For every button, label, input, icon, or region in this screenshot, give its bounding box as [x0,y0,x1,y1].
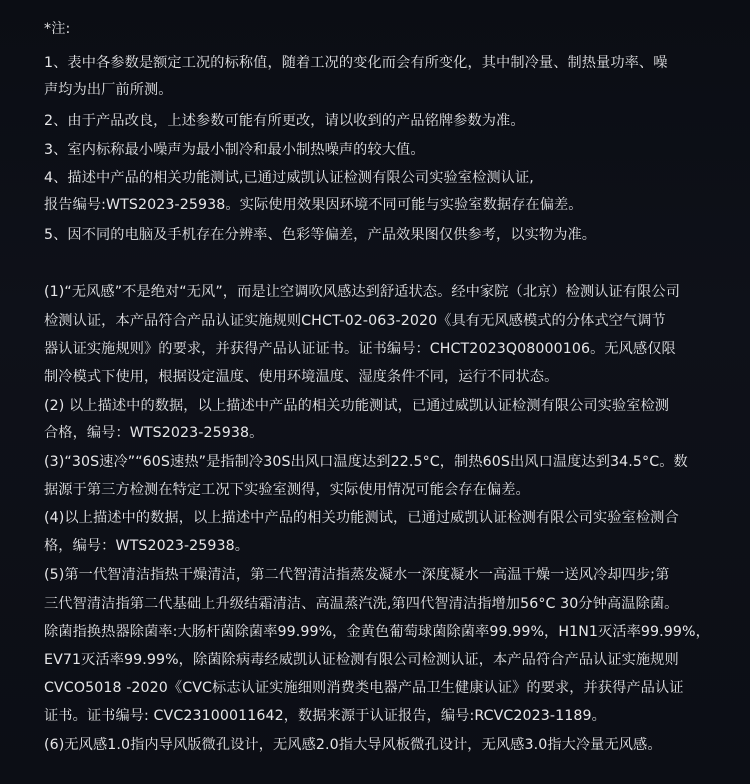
footnote-line: (1)“无风感”不是绝对“无风”，而是让空调吹风感达到舒适状态。经中家院（北京）检测认证有限公司 [44,284,680,300]
footnote-line: (5)第一代智清洁指热干燥清洁，第二代智清洁指蒸发凝水一深度凝水一高温干燥一送风冷却四步;第 [44,567,670,583]
note-line: 4、描述中产品的相关功能测试,已通过威凯认证检测有限公司实验室检测认证, [44,170,534,186]
footnote-line: CVCO5018 -2020《CVC标志认证实施细则消费类电器产品卫生健康认证》的要求，并获得产品认证 [44,680,684,696]
note-line: 3、室内标称最小噪声为最小制冷和最小制热噪声的较大值。 [44,142,425,158]
footnote-line: 除菌指换热器除菌率:大肠杆菌除菌率99.99%，金黄色葡萄球菌除菌率99.99%，H1N1灭活率99.99%， [44,624,710,640]
footnote-line: 制冷模式下使用，根据设定温度、使用环境温度、湿度条件不同，运行不同状态。 [44,369,559,385]
note-line: 5、因不同的电脑及手机存在分辨率、色彩等偏差，产品效果图仅供参考，以实物为准。 [44,227,597,243]
footnote-line: (6)无风感1.0指内导风版微孔设计，无风感2.0指大导风板微孔设计，无风感3.0指大冷量无风感。 [44,737,662,753]
note-line: 报告编号:WTS2023-25938。实际使用效果因环境不同可能与实验室数据存在偏差。 [44,197,583,213]
note-line: 1、表中各参数是额定工况的标称值，随着工况的变化而会有所变化，其中制冷量、制热量功率、噪 [44,55,668,71]
footnote-line: (3)“30S速冷”“60S速热”是指制冷30S出风口温度达到22.5°C，制热60S出风口温度达到34.5°C。数 [44,454,688,470]
footnote-line: (4)以上描述中的数据，以上描述中产品的相关功能测试，已通过威凯认证检测有限公司实验室检测合 [44,510,679,526]
note-line: 声均为出厂前所测。 [44,82,173,98]
footnote-line: 据源于第三方检测在特定工况下实验室测得，实际使用情况可能会存在偏差。 [44,482,530,498]
footnote-line: 检测认证，本产品符合产品认证实施规则CHCT-02-063-2020《具有无风感模式的分体式空气调节 [44,313,666,329]
note-line: 2、由于产品改良，上述参数可能有所更改，请以收到的产品铭牌参数为准。 [44,113,525,129]
footnote-line: 合格，编号：WTS2023-25938。 [44,425,264,441]
notes-title: *注: [44,21,71,37]
footnote-line: EV71灭活率99.99%，除菌除病毒经威凯认证检测有限公司检测认证，本产品符合产品认证实施规则 [44,652,679,668]
footnote-line: 器认证实施规则》的要求，并获得产品认证证书。证书编号：CHCT2023Q08000106。无风感仅限 [44,341,676,357]
footnote-line: 格，编号：WTS2023-25938。 [44,538,250,554]
footnote-line: (2) 以上描述中的数据，以上描述中产品的相关功能测试，已通过威凯认证检测有限公司实验室检测 [44,398,670,414]
footnote-line: 证书。证书编号: CVC23100011642，数据来源于认证报告，编号:RCVC2023-1189。 [44,708,606,724]
footnote-line: 三代智清洁指第二代基础上升级结霜清洁、高温蒸汽洗,第四代智清洁指增加56°C 30分钟高温除菌。 [44,596,679,612]
